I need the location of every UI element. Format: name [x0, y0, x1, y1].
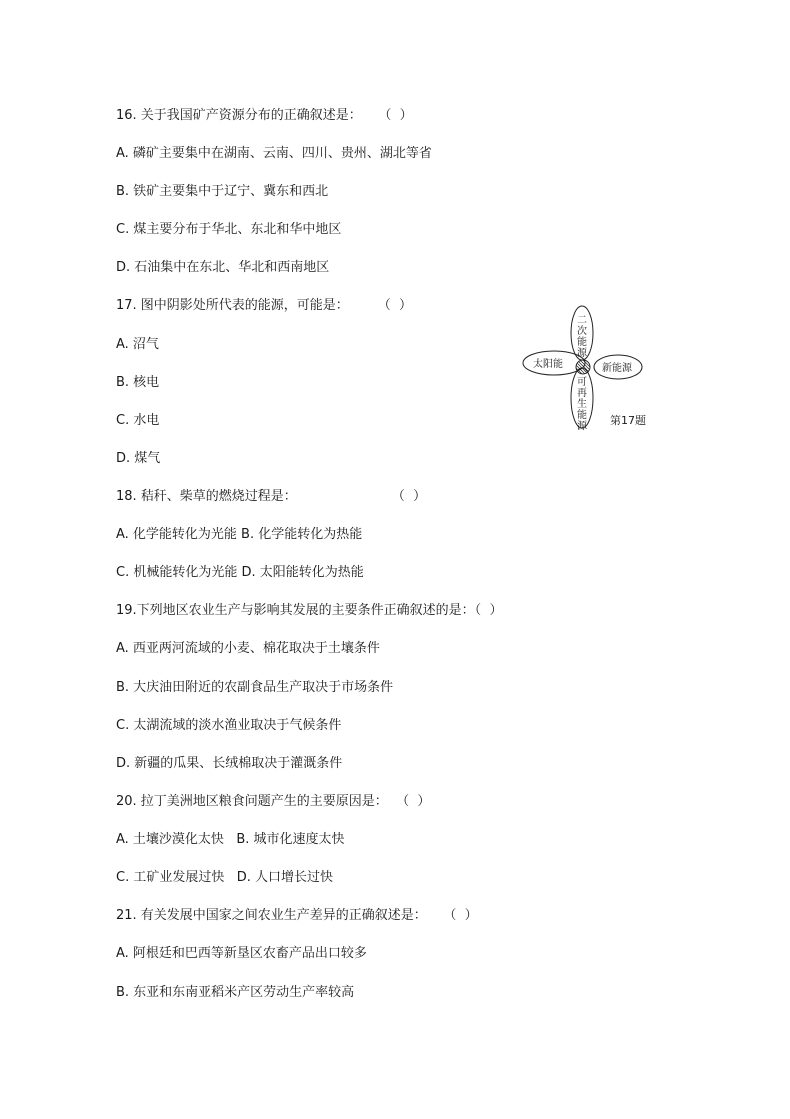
- bottom-label-char-5: 源: [577, 421, 587, 432]
- q19-option-b: B. 大庆油田附近的农副食品生产取决于市场条件: [116, 680, 394, 695]
- top-label-char-4: 源: [577, 348, 587, 359]
- bottom-label-char-2: 再: [577, 388, 587, 399]
- new-energy-label: 新能源: [602, 363, 632, 374]
- bottom-label-char-1: 可: [577, 377, 587, 388]
- q20-stem: 20. 拉丁美洲地区粮食问题产生的主要原因是： （ ）: [116, 794, 431, 809]
- top-label-char-2: 次: [577, 326, 587, 337]
- q19-option-d: D. 新疆的瓜果、长绒棉取决于灌溉条件: [116, 756, 343, 771]
- bottom-label-char-4: 能: [577, 410, 587, 421]
- top-label-char-3: 能: [577, 337, 587, 348]
- q18-stem: 18. 秸秆、柴草的燃烧过程是： （ ）: [116, 489, 427, 504]
- q17-option-c: C. 水电: [116, 413, 160, 428]
- q17-option-b: B. 核电: [116, 375, 160, 390]
- shaded-intersection: [576, 360, 590, 374]
- q20-option-ab: A. 土壤沙漠化太快 B. 城市化速度太快: [116, 832, 345, 847]
- q17-option-d: D. 煤气: [116, 451, 161, 466]
- q21-option-b: B. 东亚和东南亚稻米产区劳动生产率较高: [116, 985, 355, 1000]
- q16-option-a: A. 磷矿主要集中在湖南、云南、四川、贵州、湖北等省: [116, 146, 432, 161]
- q16-option-d: D. 石油集中在东北、华北和西南地区: [116, 260, 330, 275]
- solar-energy-label: 太阳能: [533, 359, 563, 370]
- q21-stem: 21. 有关发展中国家之间农业生产差异的正确叙述是： （ ）: [116, 908, 478, 923]
- q19-option-c: C. 太湖流域的淡水渔业取决于气候条件: [116, 718, 342, 733]
- q19-option-a: A. 西亚两河流域的小麦、棉花取决于土壤条件: [116, 641, 380, 656]
- top-label-char-1: 二: [577, 315, 587, 326]
- q21-option-a: A. 阿根廷和巴西等新垦区农畜产品出口较多: [116, 946, 367, 961]
- q20-option-cd: C. 工矿业发展过快 D. 人口增长过快: [116, 870, 334, 885]
- q16-stem: 16. 关于我国矿产资源分布的正确叙述是： （ ）: [116, 108, 413, 123]
- q16-option-c: C. 煤主要分布于华北、东北和华中地区: [116, 222, 342, 237]
- diagram-caption: 第17题: [610, 414, 646, 427]
- q17-option-a: A. 沼气: [116, 337, 159, 352]
- bottom-label-char-3: 生: [577, 399, 587, 410]
- q19-stem: 19.下列地区农业生产与影响其发展的主要条件正确叙述的是：（ ）: [116, 603, 503, 618]
- q17-stem: 17. 图中阴影处所代表的能源，可能是： （ ）: [116, 298, 412, 313]
- q18-option-ab: A. 化学能转化为光能 B. 化学能转化为热能: [116, 527, 363, 542]
- q16-option-b: B. 铁矿主要集中于辽宁、冀东和西北: [116, 184, 329, 199]
- q18-option-cd: C. 机械能转化为光能 D. 太阳能转化为热能: [116, 565, 364, 580]
